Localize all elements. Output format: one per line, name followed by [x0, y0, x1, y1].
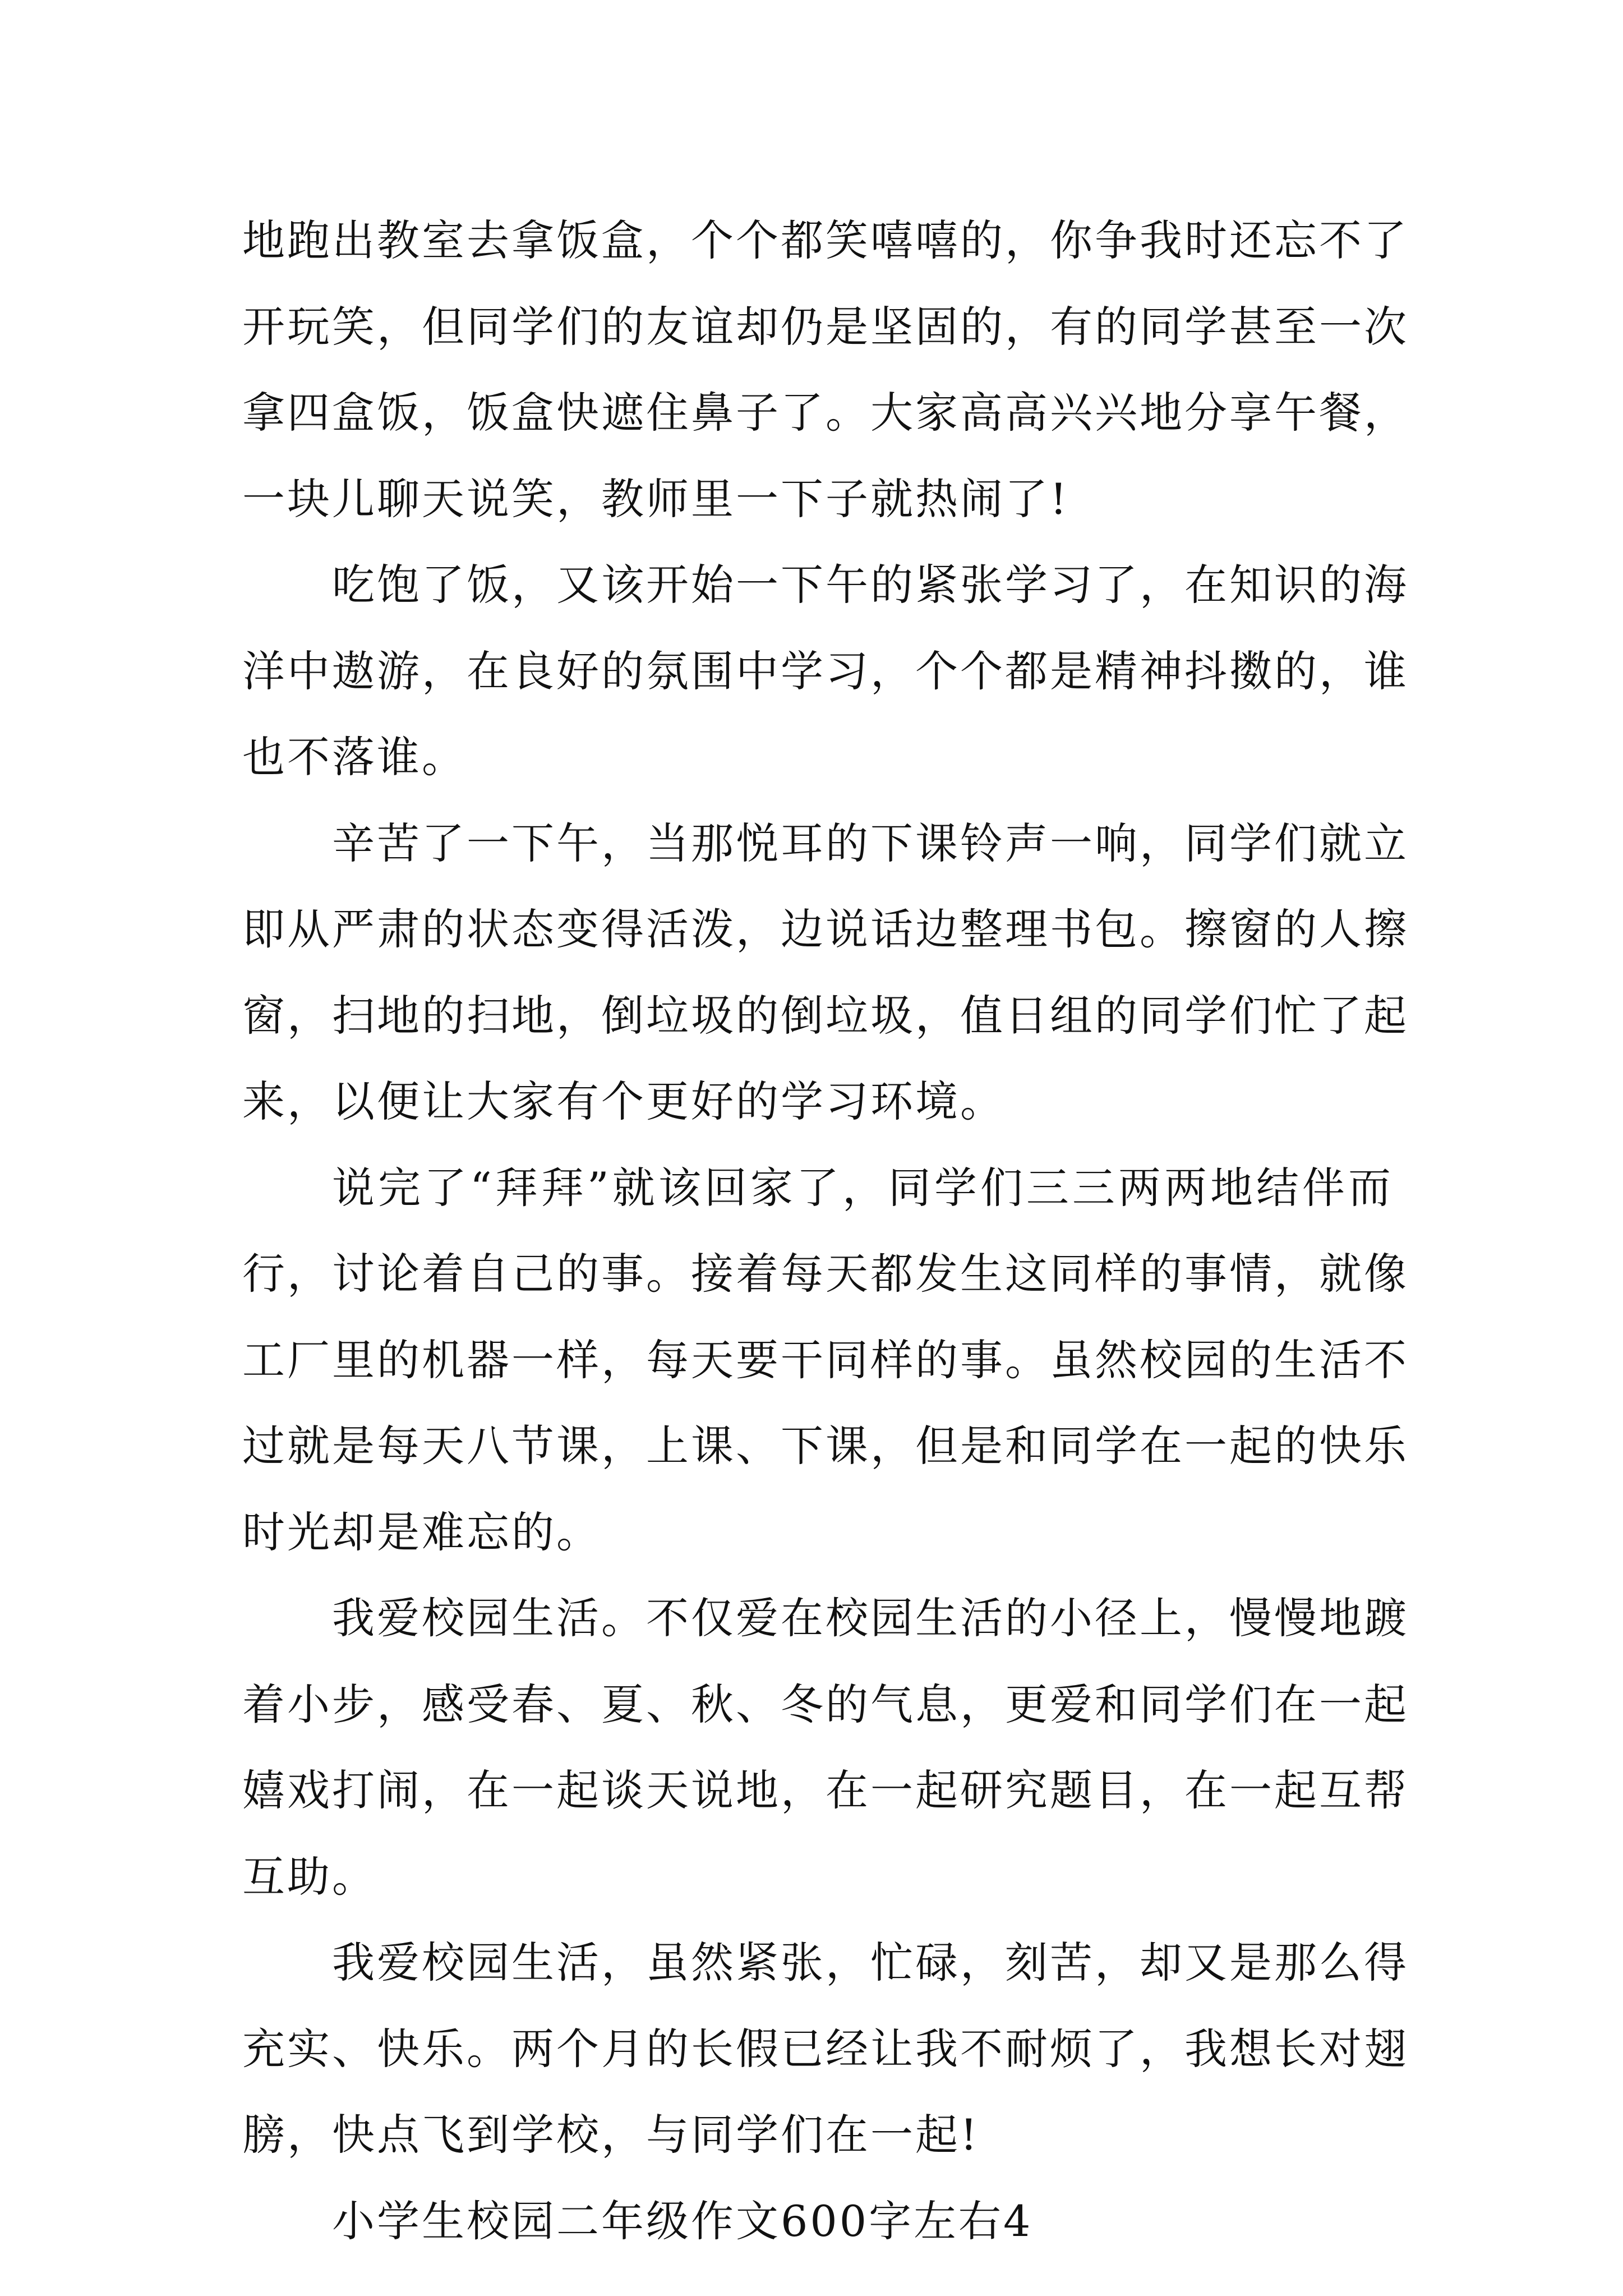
- text-line: 说完了“拜拜”就该回家了，同学们三三两两地结伴而: [332, 1162, 1393, 1213]
- text-line: 辛苦了一下午，当那悦耳的下课铃声一响，同学们就立: [332, 818, 1409, 868]
- text-line: 膀，快点飞到学校，与同学们在一起!: [242, 2110, 980, 2160]
- section-heading-text: 小学生校园二年级作文600字左右4: [332, 2196, 1033, 2246]
- text-line: 着小步，感受春、夏、秋、冬的气息，更爱和同学们在一起: [242, 1679, 1409, 1729]
- text-line: 我爱校园生活，虽然紧张，忙碌，刻苦，却又是那么得: [332, 1938, 1409, 1987]
- text-line: 我爱校园生活。不仅爱在校园生活的小径上，慢慢地踱: [332, 1593, 1409, 1643]
- paragraph: [242, 1920, 1409, 2178]
- text-line: 一块儿聊天说笑，教师里一下子就热闹了!: [242, 473, 1069, 524]
- text-line: 拿四盒饭，饭盒快遮住鼻子了。大家高高兴兴地分享午餐，: [242, 388, 1409, 438]
- text-line: 时光却是难忘的。: [242, 1507, 601, 1557]
- document-body: [242, 197, 1409, 2264]
- text-line: 吃饱了饭，又该开始一下午的紧张学习了，在知识的海: [332, 560, 1409, 610]
- text-line: 地跑出教室去拿饭盒，个个都笑嘻嘻的，你争我时还忘不了: [242, 215, 1409, 265]
- text-line: 窗，扫地的扫地，倒垃圾的倒垃圾，值日组的同学们忙了起: [242, 990, 1409, 1041]
- text-line: 也不落谁。: [242, 732, 467, 782]
- text-line: 工厂里的机器一样，每天要干同样的事。虽然校园的生活不: [242, 1335, 1409, 1385]
- text-line: 开玩笑，但同学们的友谊却仍是坚固的，有的同学甚至一次: [242, 301, 1409, 352]
- paragraph: [242, 800, 1409, 1145]
- text-line: 嬉戏打闹，在一起谈天说地，在一起研究题目，在一起互帮: [242, 1765, 1409, 1815]
- paragraph: [242, 542, 1409, 800]
- text-line: 互助。: [242, 1851, 377, 1902]
- text-line: 充实、快乐。两个月的长假已经让我不耐烦了，我想长对翅: [242, 2023, 1409, 2074]
- text-line: 过就是每天八节课，上课、下课，但是和同学在一起的快乐: [242, 1421, 1409, 1471]
- text-line: 洋中遨游，在良好的氛围中学习，个个都是精神抖擞的，谁: [242, 646, 1409, 696]
- paragraph: [242, 1575, 1409, 1920]
- paragraph: [242, 1145, 1409, 1576]
- text-line: 行，讨论着自己的事。接着每天都发生这同样的事情，就像: [242, 1249, 1409, 1299]
- text-line: 即从严肃的状态变得活泼，边说话边整理书包。擦窗的人擦: [242, 904, 1409, 954]
- section-heading: [242, 2178, 1393, 2265]
- paragraph: [242, 197, 1409, 542]
- text-line: 来，以便让大家有个更好的学习环境。: [242, 1076, 1005, 1126]
